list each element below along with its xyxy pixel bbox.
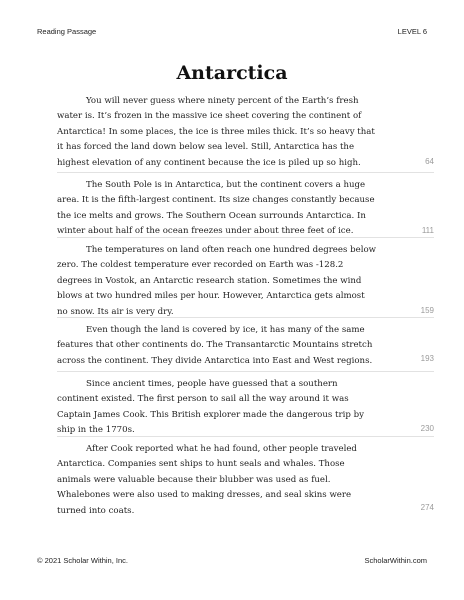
paragraph-divider (57, 436, 434, 437)
paragraph-line: zero. The coldest temperature ever recorded on Earth was -128.2 (57, 260, 344, 271)
word-count: 111 (421, 226, 434, 235)
paragraph-line: Even though the land is covered by ice, it has many of the same (86, 325, 365, 335)
passage-paragraph (57, 243, 392, 320)
passage-paragraph (57, 377, 392, 439)
paragraph-line: winter about half of the ocean freezes under about three feet of ice. (57, 226, 354, 237)
paragraph-line: no snow. Its air is very dry. (57, 306, 174, 317)
paragraph-line: the ice melts and grows. The Southern Ocean surrounds Antarctica. In (57, 210, 366, 221)
paragraph-line: turned into coats. (57, 505, 135, 516)
paragraph-line: Antarctica. Companies sent ships to hunt seals and whales. Those (57, 459, 345, 470)
paragraph-line: animals were valuable because their blubber was used as fuel. (57, 474, 331, 485)
word-count: 274 (420, 503, 434, 512)
paragraph-line: continent existed. The first person to sail all the way around it was (57, 394, 349, 405)
passage-paragraph (57, 178, 392, 240)
level-label: LEVEL 6 (397, 27, 427, 36)
paragraph-line: highest elevation of any continent because the ice is piled up so high. (57, 157, 361, 168)
word-count: 193 (420, 354, 434, 363)
paragraph-line: After Cook reported what he had found, other people traveled (86, 444, 357, 454)
paragraph-line: water is. It’s frozen in the massive ice sheet covering the continent of (57, 111, 362, 122)
paragraph-line: Antarctica! In some places, the ice is three miles thick. It’s so heavy that (57, 126, 375, 137)
word-count: 64 (425, 157, 434, 166)
paragraph-line: degrees in Vostok, an Antarctic research station. Sometimes the wind (57, 275, 362, 286)
paragraph-divider (57, 317, 434, 318)
paragraph-divider (57, 172, 434, 173)
passage-paragraph (57, 323, 392, 369)
website-link[interactable]: ScholarWithin.com (364, 556, 427, 565)
paragraph-line: Captain James Cook. This British explorer made the dangerous trip by (57, 409, 364, 420)
paragraph-line: The South Pole is in Antarctica, but the continent covers a huge (86, 180, 366, 190)
paragraph-line: area. It is the fifth-largest continent. Its size changes constantly because (57, 195, 375, 206)
page-title: Antarctica (176, 62, 288, 84)
copyright-text: © 2021 Scholar Within, Inc. (37, 556, 128, 565)
word-count: 230 (420, 424, 434, 433)
header-label: Reading Passage (37, 27, 97, 36)
word-count: 159 (420, 306, 434, 315)
paragraph-line: across the continent. They divide Antarctica into East and West regions. (57, 355, 373, 366)
passage-paragraph (57, 94, 392, 171)
paragraph-divider (57, 237, 434, 238)
passage-paragraph (57, 442, 392, 519)
paragraph-line: features that other continents do. The Transantarctic Mountains stretch (57, 340, 373, 351)
paragraph-divider (57, 371, 434, 372)
paragraph-line: The temperatures on land often reach one hundred degrees below (86, 245, 376, 255)
paragraph-line: blows at two hundred miles per hour. However, Antarctica gets almost (57, 291, 365, 302)
paragraph-line: Since ancient times, people have guessed that a southern (86, 379, 338, 389)
paragraph-line: it has forced the land down below sea level. Still, Antarctica has the (57, 142, 355, 153)
paragraph-line: You will never guess where ninety percent of the Earth’s fresh (86, 96, 359, 106)
paragraph-line: Whalebones were also used to making dresses, and seal skins were (57, 490, 352, 501)
paragraph-line: ship in the 1770s. (57, 425, 135, 436)
